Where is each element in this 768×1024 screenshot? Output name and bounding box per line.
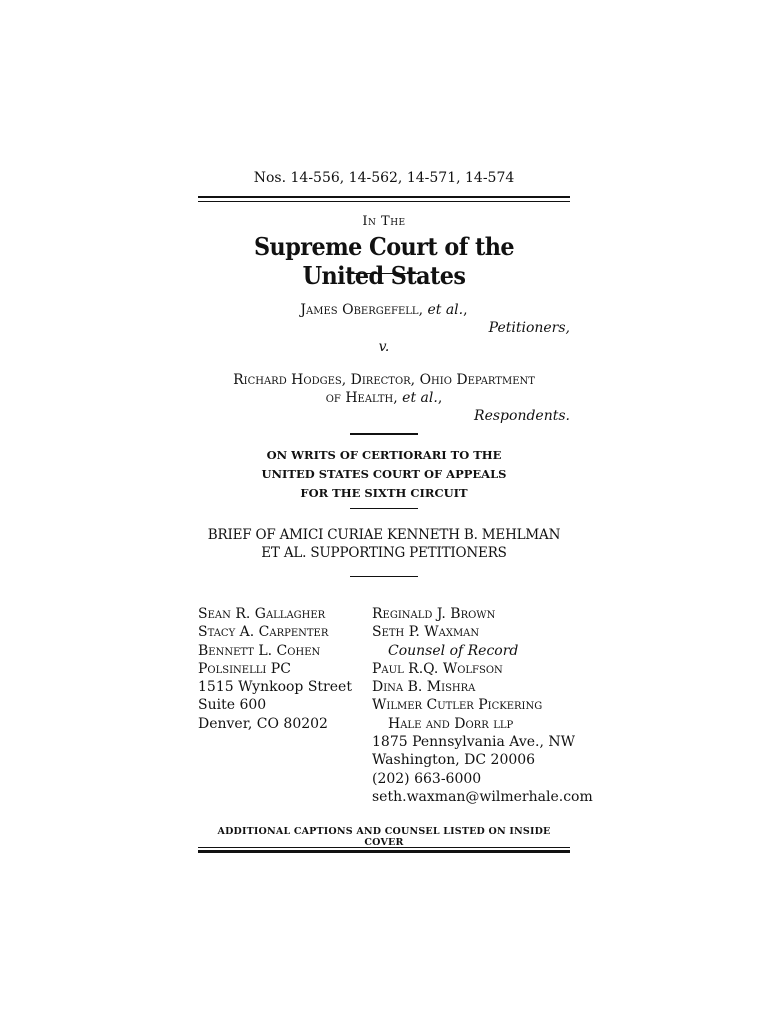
divider-rule <box>350 273 418 274</box>
divider-rule <box>350 576 418 577</box>
counsel-left-column <box>198 605 368 733</box>
divider-rule <box>350 433 418 435</box>
counsel-right-column <box>372 605 593 806</box>
versus: v. <box>378 339 390 355</box>
respondent-name-line1: Richard Hodges, Director, Ohio Department <box>233 372 535 388</box>
respondent-name-line2 <box>198 390 570 406</box>
brief-cover-page <box>198 0 593 1024</box>
petitioner-comma: , <box>463 302 468 318</box>
petitioner-role: Petitioners, <box>488 320 570 336</box>
certiorari-line: UNITED STATES COURT OF APPEALS <box>261 467 507 481</box>
firm-name: Polsinelli PC <box>198 660 291 677</box>
counsel-name: Paul R.Q. Wolfson <box>372 660 503 677</box>
additional-captions-note: ADDITIONAL CAPTIONS AND COUNSEL LISTED ON INSIDE COVER <box>217 826 551 848</box>
in-the-heading: In The <box>362 214 406 229</box>
petitioner-et-al: et al. <box>427 302 464 318</box>
respondent-comma: , <box>437 390 443 406</box>
address-line: 1875 Pennsylvania Ave., NW <box>372 734 576 751</box>
respondent-role: Respondents. <box>474 408 570 424</box>
counsel-name: Sean R. Gallagher <box>198 606 326 622</box>
firm-name: Wilmer Cutler Pickering <box>372 697 543 714</box>
email-address: seth.waxman@wilmerhale.com <box>372 788 593 805</box>
respondent-et-al: et al. <box>402 390 438 406</box>
petitioner-name-line <box>198 302 570 318</box>
counsel-name: Stacy A. Carpenter <box>198 624 329 641</box>
petitioner-name: James Obergefell <box>300 302 419 318</box>
top-double-rule <box>198 196 570 202</box>
petitioner-comma-space: , <box>418 302 428 318</box>
certiorari-line: FOR THE SIXTH CIRCUIT <box>300 486 468 500</box>
address-line: Denver, CO 80202 <box>198 715 328 732</box>
brief-title-line: ET AL. SUPPORTING PETITIONERS <box>261 545 507 561</box>
counsel-of-record-label: Counsel of Record <box>388 642 519 659</box>
certiorari-block <box>198 446 570 503</box>
counsel-name: Bennett L. Cohen <box>198 642 321 659</box>
address-line: Washington, DC 20006 <box>372 752 536 769</box>
counsel-name: Reginald J. Brown <box>372 606 496 622</box>
docket-numbers: Nos. 14-556, 14-562, 14-571, 14-574 <box>253 170 515 186</box>
firm-name-continued: Hale and Dorr llp <box>388 715 514 732</box>
court-name: Supreme Court of the United States <box>253 232 515 290</box>
divider-rule <box>350 508 418 509</box>
counsel-name: Dina B. Mishra <box>372 679 476 696</box>
address-line: 1515 Wynkoop Street <box>198 679 352 696</box>
brief-title <box>198 526 570 562</box>
address-line: Suite 600 <box>198 697 267 714</box>
brief-title-line: BRIEF OF AMICI CURIAE KENNETH B. MEHLMAN <box>207 527 561 543</box>
counsel-name: Seth P. Waxman <box>372 624 480 641</box>
bottom-double-rule <box>198 847 570 853</box>
respondent-name-line2-text: of Health, <box>325 390 403 406</box>
phone-number: (202) 663-6000 <box>372 770 482 787</box>
certiorari-line: ON WRITS OF CERTIORARI TO THE <box>266 448 502 462</box>
